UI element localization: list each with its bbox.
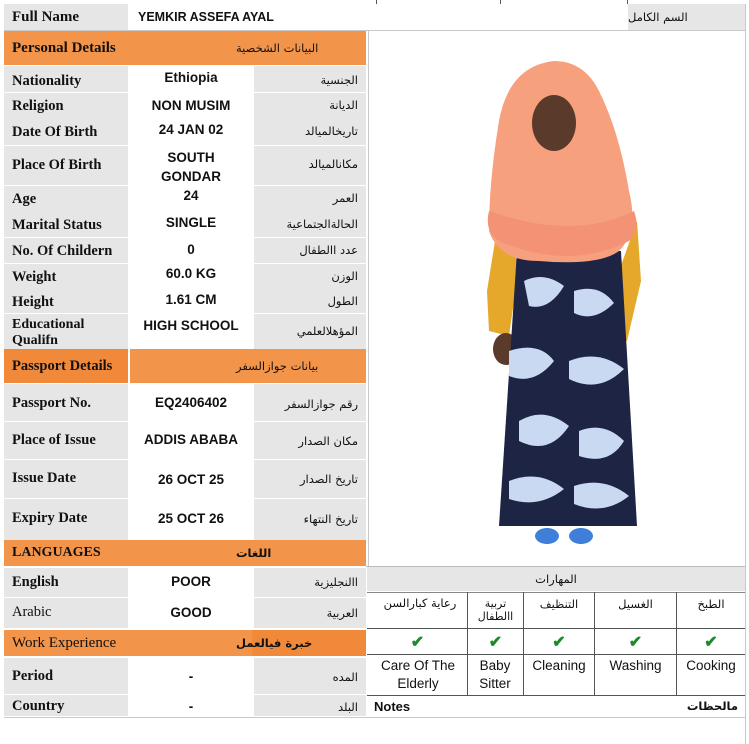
weight-label: Weight <box>12 269 57 285</box>
date-of-birth-arabic: تاريخالميالد <box>304 124 358 138</box>
row-separator <box>4 92 366 93</box>
skill-elderly-label: Care Of The Elderly <box>380 658 456 691</box>
candidate-photo <box>369 31 746 566</box>
personal-details-title: Personal Details <box>12 39 116 56</box>
weight-arabic: الوزن <box>331 269 358 283</box>
period-value: - <box>188 669 194 684</box>
skills-title <box>367 567 745 591</box>
place-of-birth-arabic: مكانالميالد <box>308 157 358 171</box>
height-value: 1.61 CM <box>165 292 217 307</box>
place-of-birth-label: Place Of Birth <box>12 157 102 173</box>
notes-arabic-label: مالحظات <box>686 699 738 713</box>
full-name-arabic-label: السم الكامل <box>628 4 745 30</box>
passport-details-title: Passport Details <box>12 357 113 374</box>
row-separator <box>4 263 366 264</box>
skill-cooking-arabic: الطبخ <box>697 597 725 611</box>
expiry-date-arabic: تاريخ النتهاء <box>303 512 358 526</box>
skill-washing-arabic: الغسيل <box>618 597 653 611</box>
age-arabic: العمر <box>332 191 358 205</box>
place-of-birth-value: SOUTH GONDAR <box>161 150 221 184</box>
education-label: Educational Qualifn <box>12 317 85 348</box>
skill-baby-label: Baby Sitter <box>479 658 511 691</box>
skill-cleaning-label: Cleaning <box>532 658 586 673</box>
marital-status-arabic: الحالةالجتماعية <box>286 217 358 231</box>
arabic-language-arabic: العربية <box>326 606 358 620</box>
english-label: English <box>12 574 59 590</box>
row-separator <box>4 145 366 146</box>
issue-date-value: 26 OCT 25 <box>157 472 225 487</box>
religion-arabic: الديانة <box>329 98 358 112</box>
nationality-arabic: الجنسية <box>320 73 358 87</box>
divider <box>4 717 745 718</box>
marital-status-label: Marital Status <box>12 217 102 233</box>
skill-cleaning-check-icon: ✔ <box>552 633 566 651</box>
english-value: POOR <box>171 574 211 589</box>
age-label: Age <box>12 191 37 207</box>
row-separator <box>4 498 366 499</box>
country-value: - <box>188 699 194 714</box>
english-arabic: االنجليزية <box>314 575 358 589</box>
passport-number-arabic: رقم جوازالسفر <box>284 397 358 411</box>
work-experience-title: Work Experience <box>12 634 117 651</box>
height-arabic: الطول <box>327 294 358 308</box>
row-separator <box>4 421 366 422</box>
passport-details-title-arabic: بيانات جوازالسفر <box>236 359 319 373</box>
height-label: Height <box>12 294 54 310</box>
place-of-issue-value: ADDIS ABABA <box>144 432 238 447</box>
skill-cleaning-arabic: التنظيف <box>539 597 579 611</box>
divider <box>367 695 745 696</box>
skill-elderly-check-icon: ✔ <box>410 633 425 651</box>
expiry-date-value: 25 OCT 26 <box>157 511 225 526</box>
personal-details-title-arabic: البيانات الشخصية <box>236 41 319 55</box>
nationality-label: Nationality <box>12 73 82 89</box>
row-separator <box>4 694 366 695</box>
skills-title-arabic: المهارات <box>535 572 577 586</box>
age-value: 24 <box>183 188 199 203</box>
row-separator <box>4 237 366 238</box>
divider <box>745 4 746 744</box>
weight-value: 60.0 KG <box>165 266 217 281</box>
skill-elderly-arabic: رعاية كبارالسن <box>383 596 457 610</box>
work-experience-title-arabic: خبرة فيالعمل <box>236 636 313 650</box>
date-of-birth-value: 24 JAN 02 <box>158 122 224 137</box>
skill-washing-label: Washing <box>609 658 662 673</box>
arabic-language-label: Arabic <box>12 604 52 620</box>
skill-baby-check-icon: ✔ <box>488 633 503 651</box>
nationality-value: Ethiopia <box>164 70 218 85</box>
issue-date-arabic: تاريخ الصدار <box>300 472 358 486</box>
row-separator <box>4 313 366 314</box>
notes-label: Notes <box>374 699 411 714</box>
place-of-issue-label: Place of Issue <box>12 432 96 448</box>
full-name-label: Full Name <box>4 4 128 30</box>
full-name-value: YEMKIR ASSEFA AYAL <box>138 10 274 24</box>
row-separator <box>4 459 366 460</box>
row-separator <box>4 597 366 598</box>
country-arabic: البلد <box>337 700 358 714</box>
marital-status-value: SINGLE <box>165 215 217 230</box>
period-arabic: المده <box>332 670 358 684</box>
languages-title-arabic: اللغات <box>236 546 272 560</box>
divider <box>367 654 745 655</box>
languages-title: LANGUAGES <box>12 545 101 560</box>
passport-number-label: Passport No. <box>12 395 91 411</box>
period-label: Period <box>12 668 54 684</box>
skill-cooking-label: Cooking <box>686 658 736 673</box>
religion-label: Religion <box>12 98 64 114</box>
skill-baby-arabic: تربية االطفال <box>477 597 514 623</box>
country-label: Country <box>12 698 65 714</box>
place-of-issue-arabic: مكان الصدار <box>298 434 358 448</box>
date-of-birth-label: Date Of Birth <box>12 124 98 140</box>
arabic-language-value: GOOD <box>170 605 212 620</box>
education-arabic: المؤهلالعلمي <box>296 324 358 338</box>
education-value: HIGH SCHOOL <box>143 318 239 333</box>
children-label: No. Of Childern <box>12 243 113 259</box>
passport-number-value: EQ2406402 <box>154 395 228 410</box>
expiry-date-label: Expiry Date <box>12 510 88 526</box>
photo-panel <box>368 31 745 566</box>
row-separator <box>4 185 366 186</box>
divider <box>128 349 130 383</box>
children-value: 0 <box>187 242 195 257</box>
issue-date-label: Issue Date <box>12 470 77 486</box>
religion-value: NON MUSIM <box>151 98 231 113</box>
skill-washing-check-icon: ✔ <box>628 633 643 651</box>
skill-cooking-check-icon: ✔ <box>704 633 718 651</box>
children-arabic: عدد االطفال <box>299 243 358 257</box>
